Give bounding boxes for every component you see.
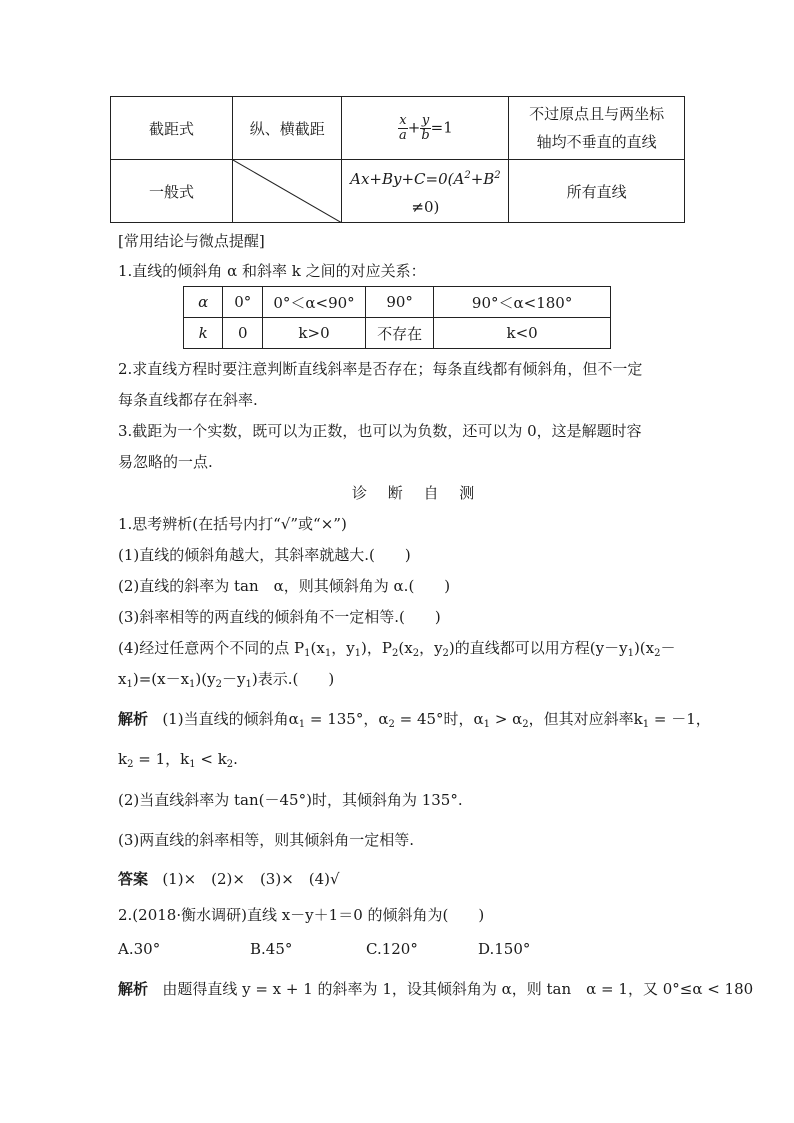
tip-2-line2: 每条直线都存在斜率.	[118, 391, 258, 409]
line-form-table	[110, 96, 685, 223]
option-b: B.45°	[250, 940, 293, 958]
question-1-item-3: (3)斜率相等的两直线的倾斜角不一定相等.( )	[118, 608, 441, 626]
form-name: 截距式	[111, 97, 233, 160]
question-1-item-1: (1)直线的倾斜角越大，其斜率就越大.( )	[118, 546, 411, 564]
table-row: α 0° 0°＜α<90° 90° 90°＜α<180°	[184, 287, 611, 318]
table-row: k 0 k>0 不存在 k<0	[184, 318, 611, 349]
form-scope: 不过原点且与两坐标 轴均不垂直的直线	[509, 97, 685, 160]
question-2-stem: 2.(2018·衡水调研)直线 x－y＋1＝0 的倾斜角为( )	[118, 906, 485, 924]
analysis-2: (2)当直线斜率为 tan(－45°)时，其倾斜角为 135°.	[118, 791, 463, 809]
tip-2-line1: 2.求直线方程时要注意判断直线斜率是否存在；每条直线都有倾斜角，但不一定	[118, 360, 643, 378]
fraction-x-a: $\frac{x}{a}$	[398, 112, 407, 143]
angle-slope-table	[183, 286, 611, 349]
table-row	[111, 97, 685, 160]
option-a: A.30°	[118, 940, 161, 958]
question-1-intro: 1.思考辨析(在括号内打“√”或“×”)	[118, 515, 347, 533]
option-c: C.120°	[366, 940, 418, 958]
section-title: 诊 断 自 测	[352, 484, 483, 502]
form-equation: $Ax+By+C=0(A^2+B^2$ ≠0)	[342, 160, 509, 223]
diagonal-line	[233, 160, 342, 223]
fraction-y-b: $\frac{y}{b}$	[421, 112, 430, 143]
analysis-label: 解析	[118, 710, 149, 728]
question-1-item-4-line1: (4)经过任意两个不同的点 $P_1(x_1$，$y_1$)，$P_2(x_2$，$y_2$)的直线都可以用方程$(y-y_1)(x_2-$	[118, 639, 676, 659]
diagonal-cell	[233, 160, 342, 223]
option-d: D.150°	[478, 940, 531, 958]
tips-heading: [常用结论与微点提醒]	[118, 232, 265, 250]
answer-line	[118, 868, 340, 889]
tip-1: 1.直线的倾斜角 α 和斜率 k 之间的对应关系：	[118, 262, 426, 280]
question-2-analysis: 解析 由题得直线 y = x + 1 的斜率为 1，设其倾斜角为 α，则 tan α = 1，又 0°≤α < 180	[118, 980, 754, 998]
form-name: 一般式	[111, 160, 233, 223]
question-1-item-2: (2)直线的斜率为 tan α，则其倾斜角为 α.( )	[118, 577, 451, 595]
analysis-1-line2: $k_2 = 1$，$k_1 < k_2$.	[118, 750, 238, 770]
analysis-3: (3)两直线的斜率相等，则其倾斜角一定相等.	[118, 831, 415, 849]
answer-text: (1)× (2)× (3)× (4)√	[162, 870, 340, 888]
analysis-1-line1: 解析 (1)当直线的倾斜角$\alpha_1 = 135^\circ$，$\alpha_2 = 45^\circ$时，$\alpha_1 > \alpha_2$，但其对应斜率$k_1 = -1$，	[118, 710, 711, 730]
tip-3-line2: 易忽略的一点.	[118, 453, 213, 471]
tip-3-line1: 3.截距为一个实数，既可以为正数，也可以为负数，还可以为 0，这是解题时容	[118, 422, 642, 440]
answer-label: 答案	[118, 870, 149, 888]
form-equation: $\frac{x}{a}$ + $\frac{y}{b}$ =1	[342, 97, 509, 160]
analysis-label: 解析	[118, 980, 149, 998]
form-scope: 所有直线	[509, 160, 685, 223]
table-row	[111, 160, 685, 223]
form-params: 纵、横截距	[233, 97, 342, 160]
question-1-item-4-line2: $x_1)=(x-x_1)(y_2-y_1)$表示.( )	[118, 670, 335, 690]
